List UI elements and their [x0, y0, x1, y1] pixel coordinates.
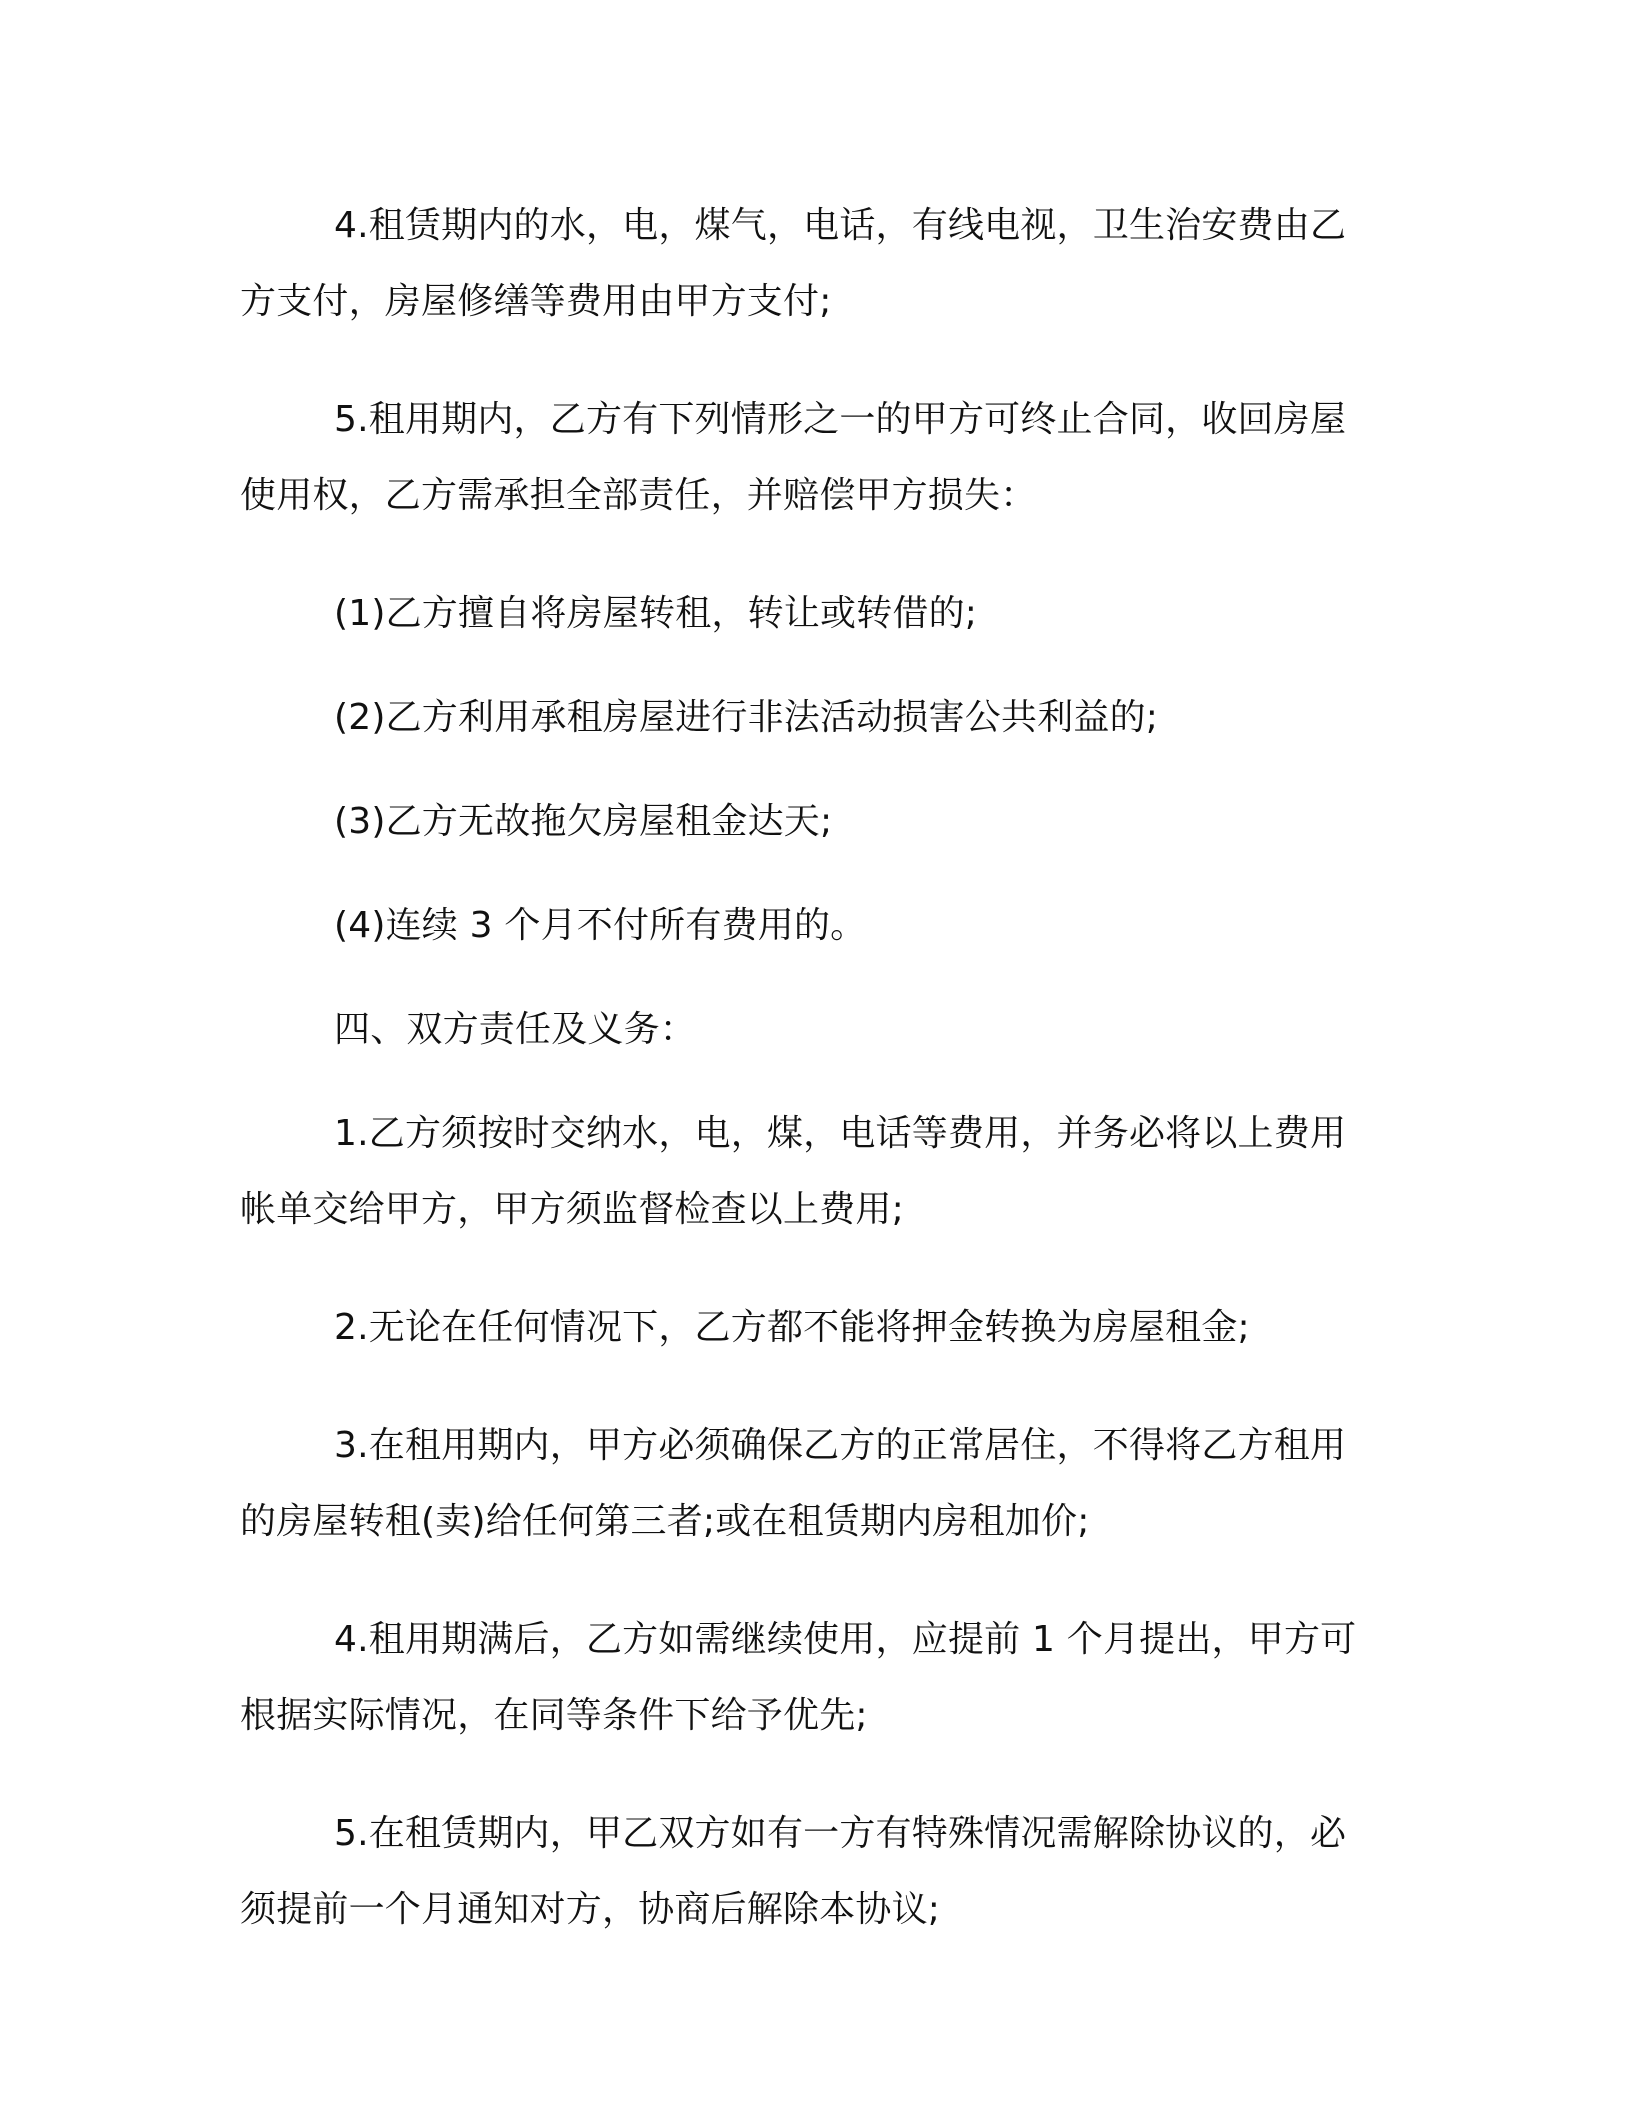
paragraph-renewal: 4.租用期满后，乙方如需继续使用，应提前 1 个月提出，甲方可根据实际情况，在同等条件下给予优先;: [240, 1619, 1357, 1736]
section-heading-responsibilities: 四、双方责任及义务：: [334, 1009, 697, 1050]
paragraph-utilities-payment: 4.租赁期内的水，电，煤气，电话，有线电视，卫生治安费由乙方支付，房屋修缮等费用由甲方支付;: [240, 205, 1347, 322]
paragraph-unpaid-fees: (4)连续 3 个月不付所有费用的。: [334, 905, 867, 946]
paragraph-deposit: 2.无论在任何情况下，乙方都不能将押金转换为房屋租金;: [334, 1307, 1250, 1348]
document-body: [240, 188, 1370, 1990]
paragraph-termination-conditions: 5.租用期内，乙方有下列情形之一的甲方可终止合同，收回房屋使用权，乙方需承担全部责任，并赔偿甲方损失：: [240, 399, 1347, 516]
paragraph-residence-guarantee: 3.在租用期内，甲方必须确保乙方的正常居住，不得将乙方租用的房屋转租(卖)给任何第三者;或在租赁期内房租加价;: [240, 1425, 1347, 1542]
paragraph-rent-arrears: (3)乙方无故拖欠房屋租金达天;: [334, 801, 833, 842]
paragraph-early-termination: 5.在租赁期内，甲乙双方如有一方有特殊情况需解除协议的，必须提前一个月通知对方，协商后解除本协议;: [240, 1813, 1347, 1930]
paragraph-sublease: (1)乙方擅自将房屋转租，转让或转借的;: [334, 593, 978, 634]
paragraph-illegal-activity: (2)乙方利用承租房屋进行非法活动损害公共利益的;: [334, 697, 1159, 738]
paragraph-fee-payment: 1.乙方须按时交纳水，电，煤，电话等费用，并务必将以上费用帐单交给甲方，甲方须监督检查以上费用;: [240, 1113, 1347, 1230]
